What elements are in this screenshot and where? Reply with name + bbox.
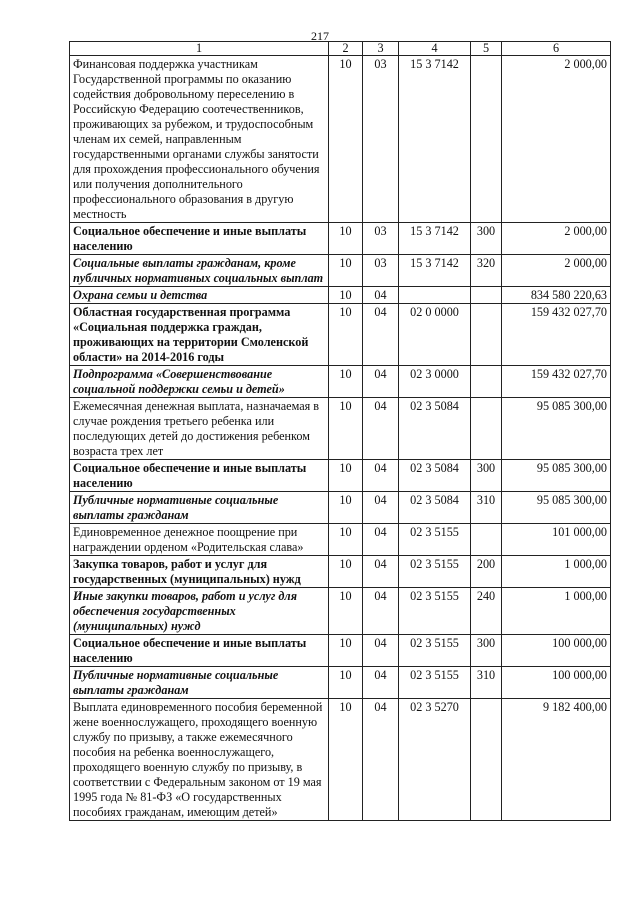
table-row (70, 287, 611, 304)
row-target-cell (399, 287, 471, 304)
row-target-cell: 02 3 5155 (399, 667, 471, 699)
row-name-cell: Социальное обеспечение и иные выплаты населению (70, 223, 329, 255)
row-amount-cell: 1 000,00 (502, 556, 611, 588)
row-section-cell: 10 (329, 287, 363, 304)
row-expense-cell: 300 (471, 635, 502, 667)
row-name-cell: Финансовая поддержка участникам Государственной программы по оказанию содействия добровольному переселению в Российскую Федерацию соотечественников, проживающих за рубежом, и трудоспособным членам их семей, направленным государственными органами службы занятости для прохождения профессионального обучения или получения дополнительного профессионального образования в другую местность (70, 56, 329, 223)
table-row (70, 304, 611, 366)
row-amount-cell: 159 432 027,70 (502, 304, 611, 366)
row-subsection-cell: 04 (363, 366, 399, 398)
row-expense-cell (471, 699, 502, 821)
row-target-cell: 02 0 0000 (399, 304, 471, 366)
row-name-cell: Социальное обеспечение и иные выплаты населению (70, 460, 329, 492)
row-section-cell: 10 (329, 588, 363, 635)
row-subsection-cell: 04 (363, 287, 399, 304)
table-body (70, 56, 611, 821)
row-section-cell: 10 (329, 556, 363, 588)
header-col-target: 4 (399, 42, 471, 56)
row-amount-cell: 101 000,00 (502, 524, 611, 556)
header-col-subsection: 3 (363, 42, 399, 56)
row-target-cell: 02 3 5155 (399, 556, 471, 588)
row-target-cell: 02 3 5084 (399, 460, 471, 492)
row-name-cell: Социальное обеспечение и иные выплаты населению (70, 635, 329, 667)
row-section-cell: 10 (329, 304, 363, 366)
row-target-cell: 02 3 5155 (399, 588, 471, 635)
table-row (70, 398, 611, 460)
row-section-cell: 10 (329, 223, 363, 255)
row-amount-cell: 2 000,00 (502, 56, 611, 223)
row-expense-cell: 320 (471, 255, 502, 287)
table-row (70, 460, 611, 492)
row-expense-cell: 200 (471, 556, 502, 588)
row-subsection-cell: 03 (363, 56, 399, 223)
table-row (70, 56, 611, 223)
row-section-cell: 10 (329, 524, 363, 556)
row-name-cell: Иные закупки товаров, работ и услуг для обеспечения государственных (муниципальных) нужд (70, 588, 329, 635)
row-name-cell: Единовременное денежное поощрение при награждении орденом «Родительская слава» (70, 524, 329, 556)
row-amount-cell: 2 000,00 (502, 255, 611, 287)
row-section-cell: 10 (329, 398, 363, 460)
row-subsection-cell: 04 (363, 304, 399, 366)
row-amount-cell: 9 182 400,00 (502, 699, 611, 821)
row-section-cell: 10 (329, 667, 363, 699)
table-row (70, 366, 611, 398)
row-subsection-cell: 04 (363, 588, 399, 635)
table-row (70, 255, 611, 287)
header-col-name: 1 (70, 42, 329, 56)
table-row (70, 223, 611, 255)
row-subsection-cell: 04 (363, 699, 399, 821)
row-subsection-cell: 03 (363, 223, 399, 255)
table-header-row (70, 42, 611, 56)
row-target-cell: 02 3 5155 (399, 635, 471, 667)
row-section-cell: 10 (329, 492, 363, 524)
table-row (70, 588, 611, 635)
row-subsection-cell: 03 (363, 255, 399, 287)
row-expense-cell: 310 (471, 492, 502, 524)
row-amount-cell: 95 085 300,00 (502, 460, 611, 492)
row-target-cell: 15 3 7142 (399, 223, 471, 255)
row-name-cell: Областная государственная программа «Социальная поддержка граждан, проживающих на территории Смоленской области» на 2014-2016 годы (70, 304, 329, 366)
row-name-cell: Публичные нормативные социальные выплаты гражданам (70, 492, 329, 524)
table-row (70, 635, 611, 667)
row-subsection-cell: 04 (363, 635, 399, 667)
row-expense-cell (471, 304, 502, 366)
row-amount-cell: 2 000,00 (502, 223, 611, 255)
row-name-cell: Публичные нормативные социальные выплаты гражданам (70, 667, 329, 699)
table-row (70, 556, 611, 588)
header-col-expense: 5 (471, 42, 502, 56)
row-subsection-cell: 04 (363, 460, 399, 492)
row-name-cell: Охрана семьи и детства (70, 287, 329, 304)
row-expense-cell (471, 56, 502, 223)
row-expense-cell: 300 (471, 223, 502, 255)
row-amount-cell: 100 000,00 (502, 667, 611, 699)
row-amount-cell: 100 000,00 (502, 635, 611, 667)
row-subsection-cell: 04 (363, 556, 399, 588)
row-amount-cell: 95 085 300,00 (502, 492, 611, 524)
row-name-cell: Подпрограмма «Совершенствование социальной поддержки семьи и детей» (70, 366, 329, 398)
budget-table (69, 41, 611, 821)
row-subsection-cell: 04 (363, 524, 399, 556)
row-name-cell: Ежемесячная денежная выплата, назначаемая в случае рождения третьего ребенка или последующих детей до достижения ребенком возраста трех лет (70, 398, 329, 460)
table-row (70, 524, 611, 556)
row-target-cell: 02 3 5084 (399, 492, 471, 524)
row-target-cell: 02 3 0000 (399, 366, 471, 398)
row-name-cell: Закупка товаров, работ и услуг для государственных (муниципальных) нужд (70, 556, 329, 588)
row-section-cell: 10 (329, 635, 363, 667)
row-section-cell: 10 (329, 366, 363, 398)
row-section-cell: 10 (329, 56, 363, 223)
header-col-amount: 6 (502, 42, 611, 56)
row-expense-cell: 310 (471, 667, 502, 699)
row-subsection-cell: 04 (363, 667, 399, 699)
row-subsection-cell: 04 (363, 492, 399, 524)
row-section-cell: 10 (329, 460, 363, 492)
table-row (70, 667, 611, 699)
row-amount-cell: 1 000,00 (502, 588, 611, 635)
row-expense-cell (471, 287, 502, 304)
page-number: 217 (311, 29, 329, 43)
header-col-section: 2 (329, 42, 363, 56)
row-amount-cell: 159 432 027,70 (502, 366, 611, 398)
row-expense-cell (471, 524, 502, 556)
row-target-cell: 15 3 7142 (399, 255, 471, 287)
row-section-cell: 10 (329, 699, 363, 821)
row-amount-cell: 95 085 300,00 (502, 398, 611, 460)
row-expense-cell (471, 398, 502, 460)
row-target-cell: 15 3 7142 (399, 56, 471, 223)
row-target-cell: 02 3 5270 (399, 699, 471, 821)
row-expense-cell (471, 366, 502, 398)
row-target-cell: 02 3 5155 (399, 524, 471, 556)
row-name-cell: Выплата единовременного пособия беременной жене военнослужащего, проходящего военную службу по призыву, а также ежемесячного пособия на ребенка военнослужащего, проходящего военную службу по призыву, в соответствии с Федеральным законом от 19 мая 1995 года № 81-ФЗ «О государственных пособиях гражданам, имеющим детей» (70, 699, 329, 821)
row-subsection-cell: 04 (363, 398, 399, 460)
row-section-cell: 10 (329, 255, 363, 287)
row-name-cell: Социальные выплаты гражданам, кроме публичных нормативных социальных выплат (70, 255, 329, 287)
table-row (70, 492, 611, 524)
row-target-cell: 02 3 5084 (399, 398, 471, 460)
row-expense-cell: 300 (471, 460, 502, 492)
row-expense-cell: 240 (471, 588, 502, 635)
table-row (70, 699, 611, 821)
row-amount-cell: 834 580 220,63 (502, 287, 611, 304)
